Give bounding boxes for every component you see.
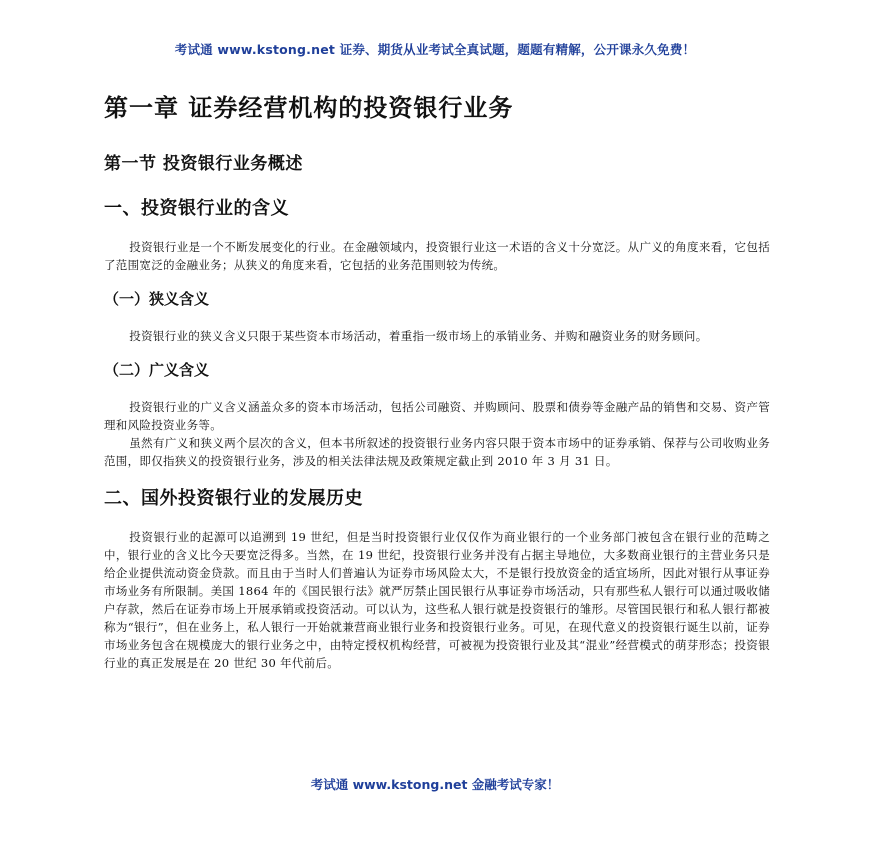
heading-part1: 一、投资银行业的含义 — [104, 198, 289, 219]
section-title: 第一节 投资银行业务概述 — [104, 154, 303, 174]
header-banner: 考试通 www.kstong.net 证券、期货从业考试全真试题，题题有精解，公开课永久免费！ — [174, 42, 696, 57]
chapter-title: 第一章 证券经营机构的投资银行业务 — [104, 93, 514, 122]
paragraph-history: 投资银行业的起源可以追溯到 19 世纪，但是当时投资银行业仅仅作为商业银行的一个业务部门被包含在银行业的范畴之中，银行业的含义比今天要宽泛得多。当然，在 19 世纪，投资银行业务并没有占据主导地位，大多数商业银行的主营业务只是给企业提供流动资金贷款。而且由于当时人们普遍认为证券市场风险太大，不是银行投放资金的适宜场所，因此对银行从事证券市场业务有所限制。美国 1864 年的《国民银行法》就严厉禁止国民银行从事证券市场活动，只有那些私人银行可以通过吸收储户存款，然后在证券市场上开展承销或投资活动。可以认为，这些私人银行就是投资银行的雏形。尽管国民银行和私人银行都被称为“银行”，但在业务上，私人银行一开始就兼营商业银行业务和投资银行业务。可见，在现代意义的投资银行诞生以前，证券市场业务包含在规模庞大的银行业务之中，由特定授权机构经营，可被视为投资银行业及其“混业”经营模式的萌芽形态；投资银行业的真正发展是在 20 世纪 30 年代前后。 — [104, 530, 770, 670]
document-body — [104, 82, 770, 672]
heading-narrow: （一）狭义含义 — [104, 290, 210, 308]
heading-broad: （二）广义含义 — [104, 361, 210, 379]
paragraph-broad-1: 投资银行业的广义含义涵盖众多的资本市场活动，包括公司融资、并购顾问、股票和债券等金融产品的销售和交易、资产管理和风险投资业务等。 — [104, 400, 770, 432]
paragraph-broad-2: 虽然有广义和狭义两个层次的含义，但本书所叙述的投资银行业务内容只限于资本市场中的证券承销、保荐与公司收购业务范围，即仅指狭义的投资银行业务，涉及的相关法律法规及政策规定截止到 2010 年 3 月 31 日。 — [104, 436, 770, 468]
footer-banner: 考试通 www.kstong.net 金融考试专家！ — [310, 777, 560, 792]
paragraph-narrow: 投资银行业的狭义含义只限于某些资本市场活动，着重指一级市场上的承销业务、并购和融资业务的财务顾问。 — [129, 329, 708, 343]
heading-part2: 二、国外投资银行业的发展历史 — [104, 488, 363, 509]
paragraph-intro: 投资银行业是一个不断发展变化的行业。在金融领域内，投资银行业这一术语的含义十分宽泛。从广义的角度来看，它包括了范围宽泛的金融业务；从狭义的角度来看，它包括的业务范围则较为传统。 — [104, 240, 770, 272]
